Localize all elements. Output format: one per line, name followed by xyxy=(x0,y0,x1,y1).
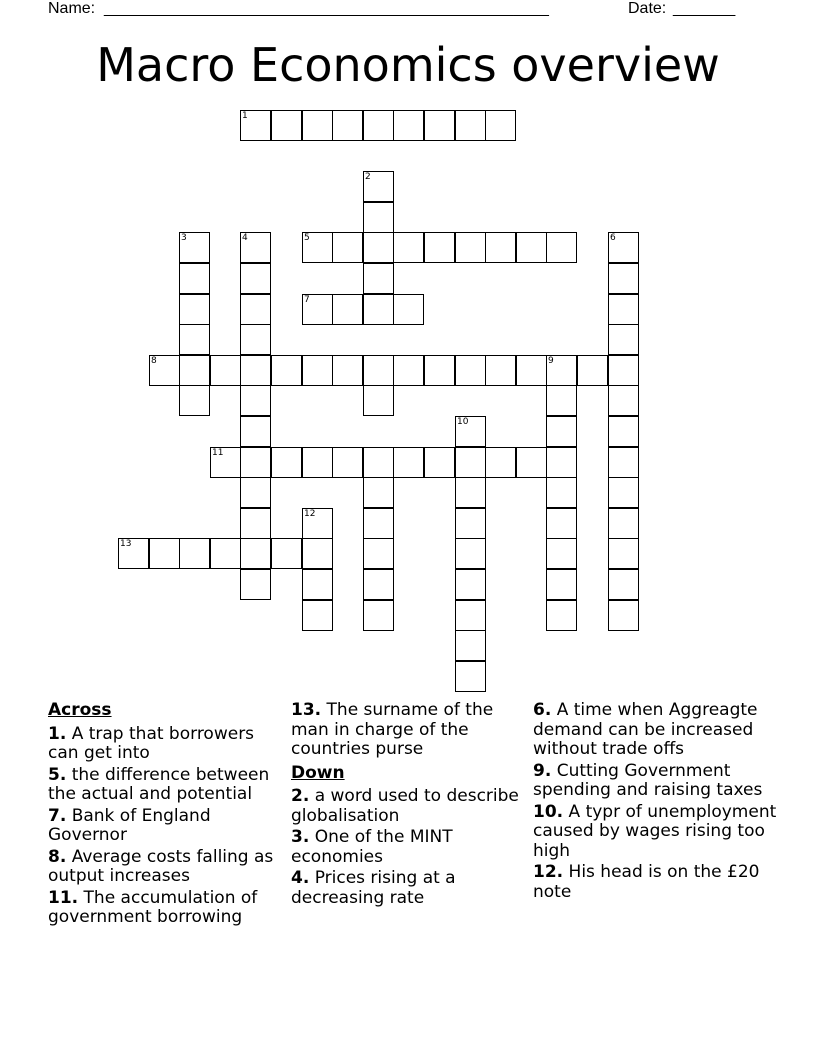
crossword-cell[interactable] xyxy=(179,263,210,294)
crossword-cell[interactable] xyxy=(240,447,271,478)
clue-number: 5 xyxy=(304,233,310,243)
clue-across-13: 13. The surname of the man in charge of the countries purse xyxy=(291,700,494,759)
crossword-cell[interactable] xyxy=(455,538,486,569)
crossword-cell[interactable] xyxy=(363,385,394,416)
crossword-cell[interactable] xyxy=(332,294,363,325)
down-heading: Down xyxy=(291,762,345,783)
crossword-cell[interactable] xyxy=(608,263,639,294)
crossword-cell[interactable] xyxy=(393,447,424,478)
clue-number: 8 xyxy=(151,356,157,366)
name-blank[interactable]: __________________________________________________ xyxy=(104,0,549,17)
crossword-cell[interactable] xyxy=(210,538,241,569)
crossword-cell[interactable] xyxy=(455,508,486,539)
crossword-cell[interactable] xyxy=(608,569,639,600)
clue-across-11: 11. The accumulation of government borrowing xyxy=(48,887,258,927)
name-label: Name: xyxy=(48,0,96,17)
crossword-cell[interactable] xyxy=(363,263,394,294)
crossword-cell[interactable] xyxy=(363,110,394,141)
clues-column-2 xyxy=(291,701,521,910)
crossword-cell[interactable] xyxy=(363,447,394,478)
page-title: Macro Economics overview xyxy=(96,38,720,92)
crossword-cell[interactable] xyxy=(577,355,608,386)
crossword-cell[interactable] xyxy=(240,416,271,447)
clue-number: 13 xyxy=(120,539,132,549)
crossword-cell[interactable] xyxy=(302,538,333,569)
crossword-cell[interactable] xyxy=(302,508,333,539)
crossword-cell[interactable] xyxy=(363,569,394,600)
crossword-cell[interactable] xyxy=(546,600,577,631)
clue-down-12: 12. His head is on the £20 note xyxy=(533,862,760,902)
crossword-cell[interactable] xyxy=(393,355,424,386)
clue-across-7: 7. Bank of England Governor xyxy=(48,805,211,845)
crossword-cell[interactable] xyxy=(240,232,271,263)
crossword-cell[interactable] xyxy=(271,538,302,569)
crossword-cell[interactable] xyxy=(516,232,547,263)
crossword-cell[interactable] xyxy=(424,232,455,263)
crossword-cell[interactable] xyxy=(455,355,486,386)
crossword-cell[interactable] xyxy=(302,447,333,478)
crossword-cell[interactable] xyxy=(118,538,149,569)
crossword-cell[interactable] xyxy=(455,447,486,478)
crossword-cell[interactable] xyxy=(240,324,271,355)
clue-across-5: 5. the difference between the actual and potential xyxy=(48,764,270,804)
crossword-cell[interactable] xyxy=(455,110,486,141)
clue-number: 7 xyxy=(304,295,310,305)
crossword-cell[interactable] xyxy=(485,232,516,263)
crossword-cell[interactable] xyxy=(546,355,577,386)
clue-number: 4 xyxy=(242,233,248,243)
clue-number: 9 xyxy=(548,356,554,366)
clue-number: 2 xyxy=(365,172,371,182)
crossword-cell[interactable] xyxy=(240,110,271,141)
crossword-cell[interactable] xyxy=(179,294,210,325)
crossword-cell[interactable] xyxy=(149,538,180,569)
crossword-cell[interactable] xyxy=(302,294,333,325)
crossword-cell[interactable] xyxy=(608,538,639,569)
clue-number: 6 xyxy=(610,233,616,243)
crossword-cell[interactable] xyxy=(363,538,394,569)
crossword-cell[interactable] xyxy=(332,110,363,141)
crossword-cell[interactable] xyxy=(608,447,639,478)
clue-down-10: 10. A typr of unemployment caused by wages rising too high xyxy=(533,801,777,861)
crossword-cell[interactable] xyxy=(608,477,639,508)
crossword-cell[interactable] xyxy=(363,202,394,233)
crossword-cell[interactable] xyxy=(302,569,333,600)
clue-down-4: 4. Prices rising at a decreasing rate xyxy=(291,868,456,908)
crossword-cell[interactable] xyxy=(516,355,547,386)
crossword-cell[interactable] xyxy=(546,385,577,416)
across-heading: Across xyxy=(48,700,112,720)
crossword-cell[interactable] xyxy=(546,569,577,600)
crossword-cell[interactable] xyxy=(546,538,577,569)
crossword-cell[interactable] xyxy=(240,385,271,416)
clue-number: 11 xyxy=(212,448,224,458)
crossword-cell[interactable] xyxy=(608,385,639,416)
crossword-cell[interactable] xyxy=(546,477,577,508)
crossword-cell[interactable] xyxy=(240,508,271,539)
crossword-cell[interactable] xyxy=(608,600,639,631)
crossword-cell[interactable] xyxy=(608,232,639,263)
crossword-cell[interactable] xyxy=(363,355,394,386)
crossword-cell[interactable] xyxy=(363,171,394,202)
crossword-cell[interactable] xyxy=(608,324,639,355)
crossword-cell[interactable] xyxy=(546,508,577,539)
crossword-cell[interactable] xyxy=(149,355,180,386)
crossword-cell[interactable] xyxy=(424,355,455,386)
clue-number: 3 xyxy=(181,233,187,243)
clue-across-1: 1. A trap that borrowers can get into xyxy=(48,723,255,763)
clue-across-8: 8. Average costs falling as output increases xyxy=(48,846,274,886)
crossword-cell[interactable] xyxy=(363,508,394,539)
crossword-cell[interactable] xyxy=(363,477,394,508)
crossword-cell[interactable] xyxy=(302,110,333,141)
crossword-cell[interactable] xyxy=(424,447,455,478)
crossword-cell[interactable] xyxy=(546,232,577,263)
crossword-cell[interactable] xyxy=(332,232,363,263)
crossword-cell[interactable] xyxy=(179,324,210,355)
crossword-cell[interactable] xyxy=(210,447,241,478)
crossword-cell[interactable] xyxy=(455,661,486,692)
date-label: Date: xyxy=(628,0,667,17)
clue-down-6: 6. A time when Aggreagte demand can be increased without trade offs xyxy=(533,700,758,759)
crossword-cell[interactable] xyxy=(455,232,486,263)
clue-number: 12 xyxy=(304,509,316,519)
crossword-cell[interactable] xyxy=(179,538,210,569)
crossword-cell[interactable] xyxy=(424,110,455,141)
clue-down-2: 2. a word used to describe globalisation xyxy=(291,786,519,826)
clue-number: 10 xyxy=(457,417,469,427)
crossword-cell[interactable] xyxy=(179,385,210,416)
crossword-cell[interactable] xyxy=(332,355,363,386)
crossword-cell[interactable] xyxy=(302,355,333,386)
crossword-cell[interactable] xyxy=(485,355,516,386)
date-blank[interactable]: _______ xyxy=(673,0,736,17)
clue-down-9: 9. Cutting Government spending and raising taxes xyxy=(533,760,763,800)
crossword-cell[interactable] xyxy=(608,355,639,386)
crossword-cell[interactable] xyxy=(179,355,210,386)
crossword-cell[interactable] xyxy=(546,416,577,447)
clue-down-3: 3. One of the MINT economies xyxy=(291,827,453,867)
crossword-cell[interactable] xyxy=(455,569,486,600)
crossword-cell[interactable] xyxy=(240,355,271,386)
crossword-cell[interactable] xyxy=(363,294,394,325)
crossword-cell[interactable] xyxy=(302,232,333,263)
crossword-cell[interactable] xyxy=(455,600,486,631)
crossword-cell[interactable] xyxy=(608,294,639,325)
crossword-cell[interactable] xyxy=(302,600,333,631)
clues-column-1 xyxy=(48,701,278,930)
crossword-cell[interactable] xyxy=(363,232,394,263)
crossword-cell[interactable] xyxy=(393,294,424,325)
crossword-cell[interactable] xyxy=(516,447,547,478)
crossword-cell[interactable] xyxy=(393,110,424,141)
crossword-cell[interactable] xyxy=(546,447,577,478)
crossword-cell[interactable] xyxy=(240,477,271,508)
clue-number: 1 xyxy=(242,111,248,121)
crossword-cell[interactable] xyxy=(240,294,271,325)
crossword-cell[interactable] xyxy=(271,355,302,386)
crossword-cell[interactable] xyxy=(608,508,639,539)
crossword-cell[interactable] xyxy=(240,263,271,294)
crossword-cell[interactable] xyxy=(210,355,241,386)
crossword-cell[interactable] xyxy=(363,600,394,631)
crossword-cell[interactable] xyxy=(608,416,639,447)
crossword-cell[interactable] xyxy=(240,538,271,569)
crossword-cell[interactable] xyxy=(179,232,210,263)
crossword-cell[interactable] xyxy=(332,447,363,478)
crossword-cell[interactable] xyxy=(485,447,516,478)
crossword-cell[interactable] xyxy=(240,569,271,600)
crossword-cell[interactable] xyxy=(455,416,486,447)
crossword-cell[interactable] xyxy=(455,630,486,661)
crossword-cell[interactable] xyxy=(271,447,302,478)
clues-column-3 xyxy=(533,701,778,904)
crossword-cell[interactable] xyxy=(271,110,302,141)
crossword-cell[interactable] xyxy=(485,110,516,141)
crossword-cell[interactable] xyxy=(455,477,486,508)
crossword-cell[interactable] xyxy=(393,232,424,263)
